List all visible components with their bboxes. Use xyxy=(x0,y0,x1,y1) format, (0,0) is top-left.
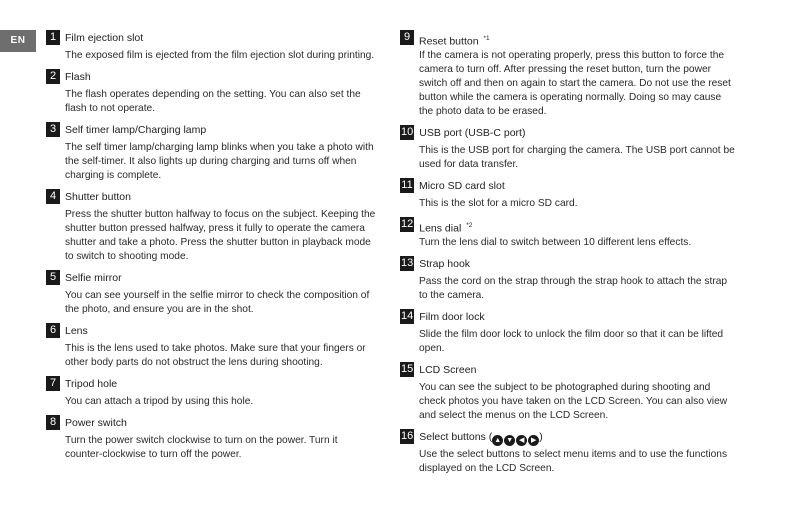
item-number: 6 xyxy=(46,323,60,338)
item-title: Self timer lamp/Charging lamp xyxy=(65,124,207,136)
list-item xyxy=(46,376,376,409)
item-number: 8 xyxy=(46,415,60,430)
item-description: Turn the lens dial to switch between 10 different lens effects. xyxy=(419,237,692,248)
right-icon: ▶ xyxy=(528,435,539,446)
item-number: 4 xyxy=(46,189,60,204)
item-title: Film ejection slot xyxy=(65,32,144,44)
item-title xyxy=(419,30,490,51)
list-item xyxy=(46,270,376,317)
item-title: Film door lock xyxy=(419,311,485,323)
item-description: If the camera is not operating properly, press this button to force the camera to turn off. After pressing the reset button, turn the power switch off and then on again to start the camera. Do not use the reset button while the camera is operating normally. Doing so may cause the photo data to be erased. xyxy=(419,50,731,117)
item-title: Selfie mirror xyxy=(65,272,122,284)
item-description: Press the shutter button halfway to focus on the subject. Keeping the shutter button pressed halfway, press it fully to operate the camera shutter and take a photo. Press the shutter button in playback mode to switch to shooting mode. xyxy=(65,209,376,262)
item-description: This is the slot for a micro SD card. xyxy=(419,198,578,209)
item-title-end: ) xyxy=(539,431,543,443)
item-description: Use the select buttons to select menu items and to use the functions displayed on the LCD Screen. xyxy=(419,449,728,474)
list-item xyxy=(400,309,735,356)
left-icon: ◀ xyxy=(516,435,527,446)
item-title: Lens xyxy=(65,325,88,337)
item-title xyxy=(419,429,542,446)
list-item xyxy=(46,30,376,63)
item-title: Micro SD card slot xyxy=(419,180,505,192)
item-description: Pass the cord on the strap through the strap hook to attach the strap to the camera. xyxy=(419,276,728,301)
item-title: Strap hook xyxy=(419,258,471,270)
item-number: 13 xyxy=(401,257,414,269)
item-title xyxy=(419,217,472,238)
item-description: This is the lens used to take photos. Make sure that your fingers or other body parts do not obstruct the lens during shooting. xyxy=(65,343,366,368)
item-title: USB port (USB-C port) xyxy=(419,127,526,139)
list-item xyxy=(400,178,735,211)
list-item xyxy=(400,429,735,476)
list-item xyxy=(46,415,376,462)
item-description: You can attach a tripod by using this hole. xyxy=(65,396,254,407)
down-icon: ▼ xyxy=(504,435,515,446)
item-number: 3 xyxy=(46,122,60,137)
right-column xyxy=(400,30,735,482)
item-title-text: Select buttons ( xyxy=(419,431,493,443)
item-description: The self timer lamp/charging lamp blinks when you take a photo with the self-timer. It also lights up during charging and turns off when charging is complete. xyxy=(65,142,374,181)
item-title: Shutter button xyxy=(65,191,131,203)
list-item xyxy=(400,217,735,250)
item-number: 16 xyxy=(401,430,414,442)
list-item xyxy=(46,323,376,370)
item-number: 12 xyxy=(401,218,414,230)
item-description: You can see yourself in the selfie mirror to check the composition of the photo, and ensure you are in the shot. xyxy=(65,290,370,315)
item-description: The exposed film is ejected from the film ejection slot during printing. xyxy=(65,50,375,61)
list-item xyxy=(400,125,735,172)
up-icon: ▲ xyxy=(492,435,503,446)
item-description: Turn the power switch clockwise to turn on the power. Turn it counter-clockwise to turn off the power. xyxy=(65,435,338,460)
item-title-text: Reset button xyxy=(419,35,479,48)
item-number: 10 xyxy=(401,126,414,138)
list-item xyxy=(46,69,376,116)
item-number: 9 xyxy=(400,30,414,45)
item-number: 7 xyxy=(46,376,60,391)
language-tab: EN xyxy=(0,30,36,52)
item-number: 2 xyxy=(46,69,60,84)
item-number: 5 xyxy=(46,270,60,285)
item-title: LCD Screen xyxy=(419,364,477,376)
list-item xyxy=(400,30,735,119)
item-title: Tripod hole xyxy=(65,378,118,390)
list-item xyxy=(46,122,376,183)
list-item xyxy=(46,189,376,264)
item-number: 11 xyxy=(401,179,413,191)
left-column xyxy=(46,30,376,468)
item-number: 15 xyxy=(401,363,414,375)
item-title: Power switch xyxy=(65,417,127,429)
item-description: Slide the film door lock to unlock the film door so that it can be lifted open. xyxy=(419,329,724,354)
item-number: 1 xyxy=(46,30,60,45)
select-buttons-icons xyxy=(492,435,539,446)
item-number: 14 xyxy=(401,310,414,322)
item-title-text: Lens dial xyxy=(419,222,462,235)
item-description: The flash operates depending on the setting. You can also set the flash to not operate. xyxy=(65,89,361,114)
item-title: Flash xyxy=(65,71,91,83)
item-description: You can see the subject to be photographed during shooting and check photos you have taken on the LCD Screen. You can also view and select the menus on the LCD Screen. xyxy=(419,382,728,421)
item-description: This is the USB port for charging the camera. The USB port cannot be used for data transfer. xyxy=(419,145,735,170)
footnote-marker: *2 xyxy=(466,222,473,229)
list-item xyxy=(400,256,735,303)
footnote-marker: *1 xyxy=(483,35,490,42)
list-item xyxy=(400,362,735,423)
